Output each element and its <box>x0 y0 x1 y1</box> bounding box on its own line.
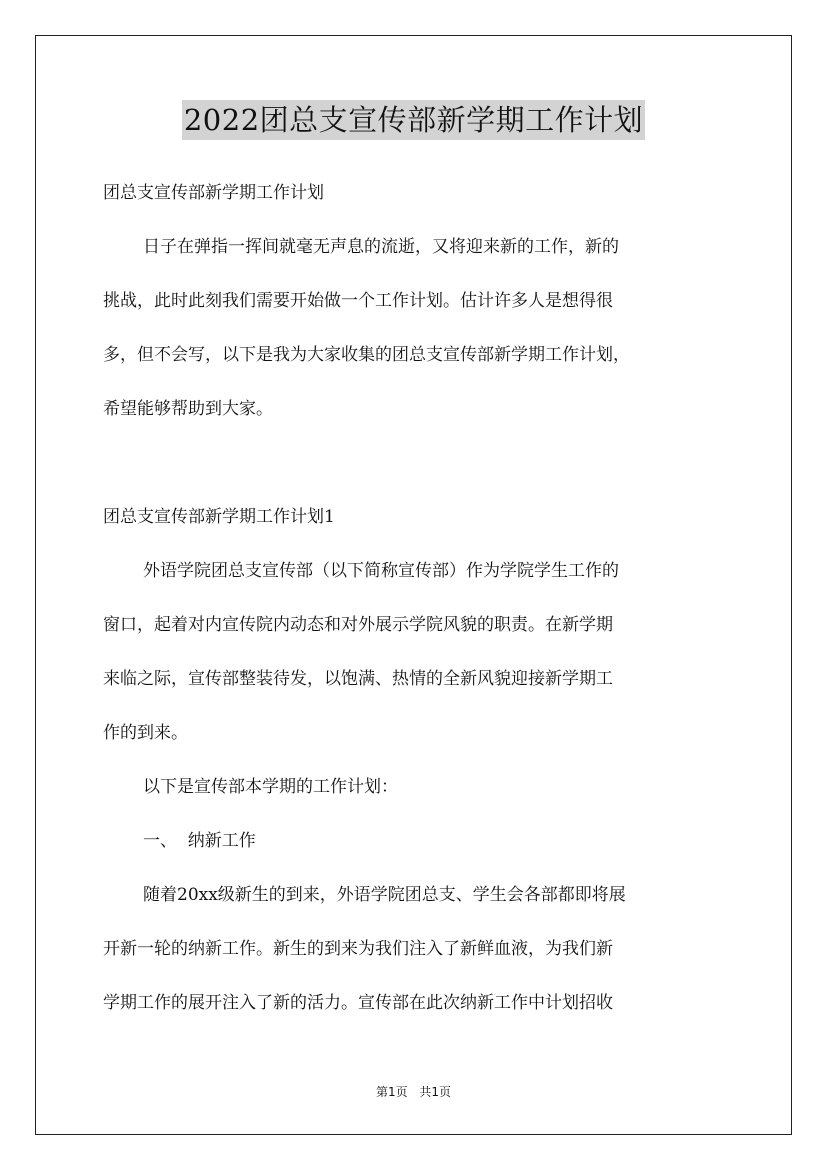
paragraph-gap <box>103 436 728 490</box>
document-body <box>103 166 728 1030</box>
para2-line: 以下是宣传部本学期的工作计划： <box>143 777 398 797</box>
item1-heading: 一、 纳新工作 <box>143 831 256 851</box>
para3-line-3: 学期工作的展开注入了新的活力。宣传部在此次纳新工作中计划招收 <box>103 993 613 1013</box>
para1-line-3: 来临之际，宣传部整装待发，以饱满、热情的全新风貌迎接新学期工 <box>103 669 613 689</box>
para1-line-1: 外语学院团总支宣传部（以下简称宣传部）作为学院学生工作的 <box>143 561 619 581</box>
title-wrapper <box>0 100 827 140</box>
intro-line-3: 多，但不会写，以下是我为大家收集的团总支宣传部新学期工作计划， <box>103 345 630 365</box>
intro-line-2: 挑战，此时此刻我们需要开始做一个工作计划。估计许多人是想得很 <box>103 291 613 311</box>
para1-line-4: 作的到来。 <box>103 723 188 743</box>
document-title: 2022团总支宣传部新学期工作计划 <box>182 100 645 140</box>
section-heading-1: 团总支宣传部新学期工作计划1 <box>103 507 335 527</box>
para3-line-2: 开新一轮的纳新工作。新生的到来为我们注入了新鲜血液，为我们新 <box>103 939 613 959</box>
para1-line-2: 窗口，起着对内宣传院内动态和对外展示学院风貌的职责。在新学期 <box>103 615 613 635</box>
para3-line-1: 随着20xx级新生的到来，外语学院团总支、学生会各部都即将展 <box>143 885 626 905</box>
page-total: 共1页 <box>419 1085 452 1099</box>
page-number: 第1页 <box>375 1085 408 1099</box>
document-subtitle: 团总支宣传部新学期工作计划 <box>103 183 324 203</box>
page-footer <box>0 1083 827 1100</box>
intro-line-1: 日子在弹指一挥间就毫无声息的流逝，又将迎来新的工作，新的 <box>143 237 619 257</box>
intro-line-4: 希望能够帮助到大家。 <box>103 399 273 419</box>
